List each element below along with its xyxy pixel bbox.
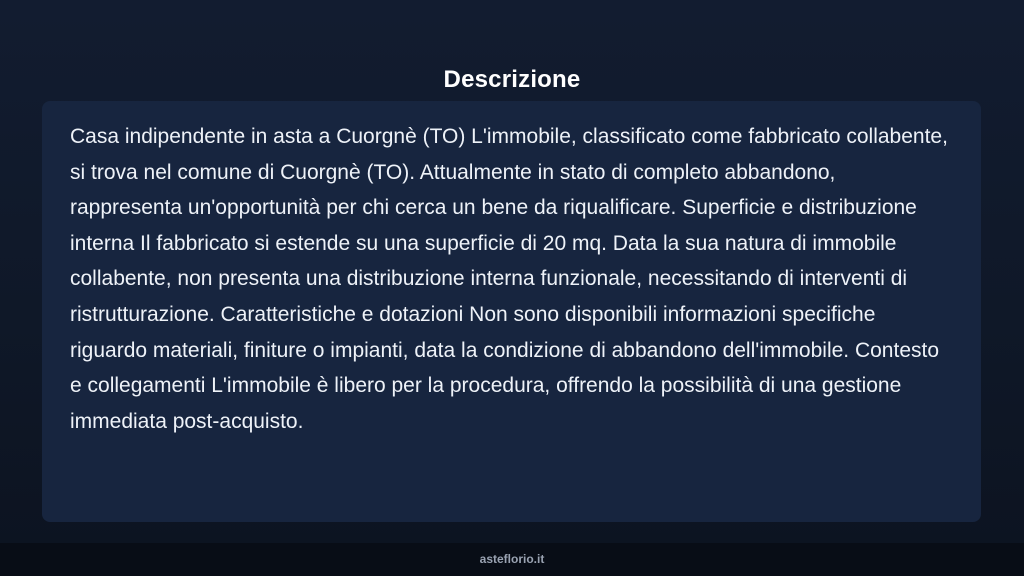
footer-site-name: asteflorio.it [479, 552, 545, 566]
description-text: Casa indipendente in asta a Cuorgnè (TO) L'immobile, classificato come fabbricato collabente, si trova nel comune di Cuorgnè (TO). Attualmente in stato di completo abbandono, rappresenta un'opportunità per chi cerca un bene da riqualificare. Superficie e distribuzione interna Il fabbricato si estende su una superficie di 20 mq. Data la sua natura di immobile collabente, non presenta una distribuzione interna funzionale, necessitando di interventi di ristrutturazione. Caratteristiche e dotazioni Non sono disponibili informazioni specifiche riguardo materiali, finiture o impianti, data la condizione di abbandono dell'immobile. Contesto e collegamenti L'immobile è libero per la procedura, offrendo la possibilità di una gestione immediata post-acquisto. [70, 125, 948, 433]
footer-bar [0, 543, 1024, 576]
section-title: Descrizione [443, 66, 581, 94]
description-card [42, 101, 981, 522]
